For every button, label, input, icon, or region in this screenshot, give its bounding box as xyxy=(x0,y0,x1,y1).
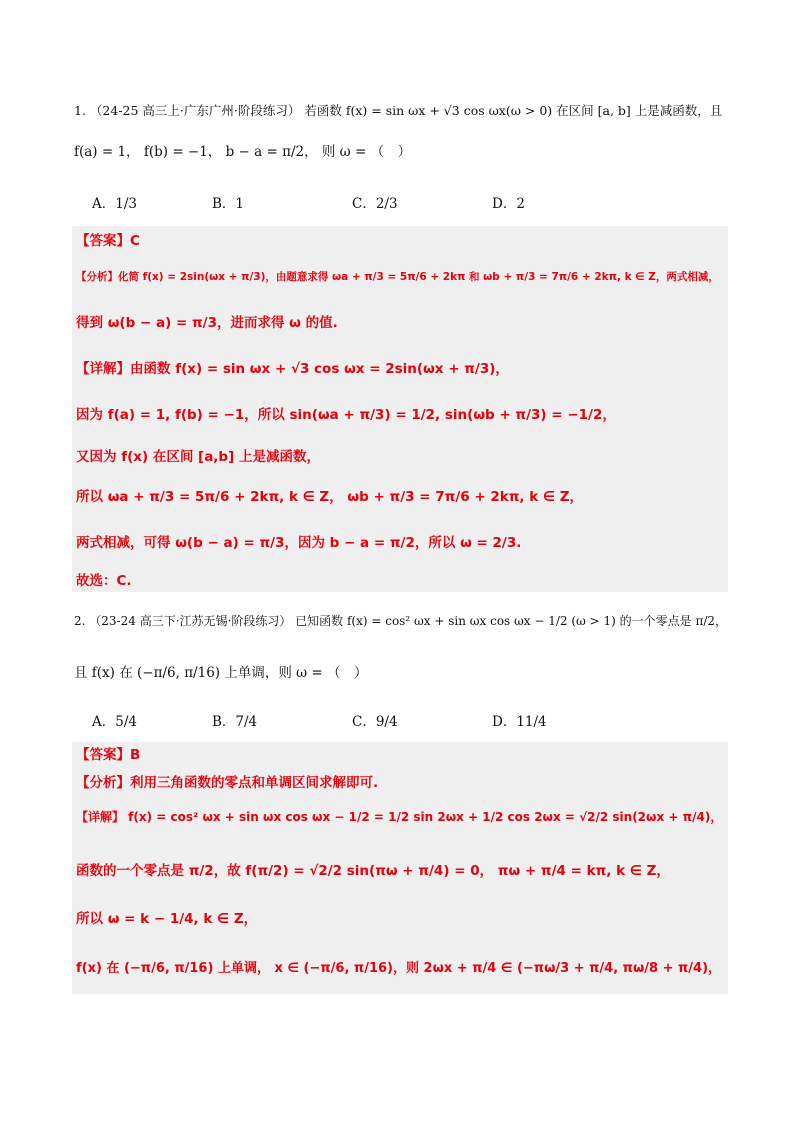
q1-option-a: A．1/3 xyxy=(92,196,137,212)
q1-number: 1. xyxy=(74,103,86,118)
q2-stem-line-1 xyxy=(74,612,727,630)
q1-analysis-2: 得到 ω(b − a) = π/3，进而求得 ω 的值. xyxy=(76,315,338,331)
q1-stem-1: 若函数 f(x) = sin ωx + √3 cos ωx(ω > 0) 在区间 [a, b] 上是减函数，且 xyxy=(304,103,723,118)
q2-stem-2: 且 f(x) 在 (−π/6, π/16) 上单调，则 ω = （ ） xyxy=(74,665,368,681)
q2-detail-3: 所以 ω = k − 1/4, k ∈ Z， xyxy=(76,911,258,927)
q1-detail-3: 又因为 f(x) 在区间 [a,b] 上是减函数， xyxy=(76,449,320,465)
q2-detail-4: f(x) 在 (−π/6, π/16) 上单调， x ∈ (−π/6, π/16)，则 2ωx + π/4 ∈ (−πω/3 + π/4, πω/8 + π/4)， xyxy=(76,961,722,976)
q2-detail-1: 【详解】 f(x) = cos² ωx + sin ωx cos ωx − 1/2 = 1/2 sin 2ωx + 1/2 cos 2ωx = √2/2 sin(2ωx + π/4)， xyxy=(76,810,723,824)
q1-option-d: D．2 xyxy=(492,196,525,212)
q2-answer: 【答案】B xyxy=(76,747,141,763)
q1-detail-5: 两式相减，可得 ω(b − a) = π/3，因为 b − a = π/2，所以 ω = 2/3. xyxy=(76,535,522,551)
q1-option-b: B．1 xyxy=(212,196,245,212)
q2-detail-2: 函数的一个零点是 π/2，故 f(π/2) = √2/2 sin(πω + π/4) = 0， πω + π/4 = kπ, k ∈ Z， xyxy=(76,863,670,879)
q1-answer: 【答案】C xyxy=(76,233,140,249)
q2-option-c: C．9/4 xyxy=(352,714,398,730)
q1-analysis-1: 【分析】化简 f(x) = 2sin(ωx + π/3)，由题意求得 ωa + π/3 = 5π/6 + 2kπ 和 ωb + π/3 = 7π/6 + 2kπ, k ∈ Z，两式相减， xyxy=(76,271,719,283)
q2-analysis: 【分析】利用三角函数的零点和单调区间求解即可. xyxy=(76,775,379,791)
q2-option-b: B．7/4 xyxy=(212,714,258,730)
q1-detail-4: 所以 ωa + π/3 = 5π/6 + 2kπ, k ∈ Z， ωb + π/3 = 7π/6 + 2kπ, k ∈ Z， xyxy=(76,489,584,505)
q1-stem-line-2 xyxy=(74,143,411,161)
q1-stem-2: f(a) = 1， f(b) = −1， b − a = π/2， 则 ω = （ ） xyxy=(74,144,412,160)
q1-stem-line-1 xyxy=(74,102,722,120)
q2-option-d: D．11/4 xyxy=(492,714,547,730)
q2-solution-box xyxy=(72,742,728,994)
q1-option-c: C．2/3 xyxy=(352,196,398,212)
q2-source: （23-24 高三下·江苏无锡·阶段练习） xyxy=(89,614,292,628)
q1-detail-2: 因为 f(a) = 1, f(b) = −1，所以 sin(ωa + π/3) = 1/2, sin(ωb + π/3) = −1/2， xyxy=(76,407,616,423)
q2-option-a: A．5/4 xyxy=(92,714,137,730)
q1-source: （24-25 高三上·广东广州·阶段练习） xyxy=(89,103,301,118)
q1-detail-1: 【详解】由函数 f(x) = sin ωx + √3 cos ωx = 2sin(ωx + π/3)， xyxy=(76,361,509,377)
q1-choice: 故选：C. xyxy=(76,573,132,589)
q2-number: 2. xyxy=(74,614,86,628)
q2-stem-1: 已知函数 f(x) = cos² ωx + sin ωx cos ωx − 1/2 (ω > 1) 的一个零点是 π/2， xyxy=(295,614,728,628)
q1-solution-box xyxy=(72,226,728,592)
q2-stem-line-2 xyxy=(74,664,368,682)
